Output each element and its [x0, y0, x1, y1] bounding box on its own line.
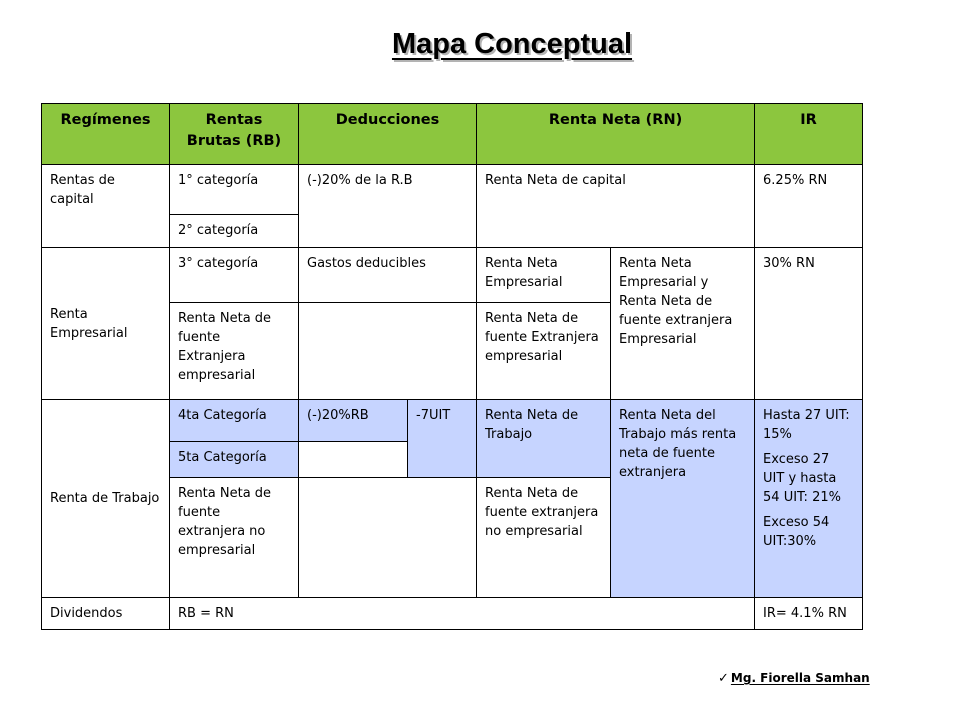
header-deducciones: Deducciones	[299, 104, 477, 165]
header-ir: IR	[755, 104, 863, 165]
author-credit	[718, 671, 870, 686]
table-row	[42, 400, 863, 442]
header-renta-neta: Renta Neta (RN)	[477, 104, 755, 165]
regime-empresarial: Renta Empresarial	[42, 248, 170, 400]
cell-empresarial-deduction: Gastos deducibles	[299, 248, 477, 303]
cell-empresarial-foreign-net: Renta Neta de fuente Extranjera empresarial	[477, 303, 611, 400]
cell-capital-deduction: (-)20% de la R.B	[299, 165, 477, 248]
cell-cat4: 4ta Categoría	[170, 400, 299, 442]
ir-bracket-3: Exceso 54 UIT:30%	[763, 515, 830, 549]
cell-empty	[299, 303, 477, 400]
ir-bracket-2: Exceso 27 UIT y hasta 54 UIT: 21%	[763, 452, 841, 505]
header-row	[42, 104, 863, 165]
table-row	[42, 248, 863, 303]
concept-map-table	[41, 103, 863, 630]
cell-cat3: 3° categoría	[170, 248, 299, 303]
cell-trabajo-deduction-uit: -7UIT	[408, 400, 477, 478]
cell-cat2: 2° categoría	[170, 215, 299, 248]
cell-cat1: 1° categoría	[170, 165, 299, 215]
cell-empresarial-combined: Renta Neta Empresarial y Renta Neta de fuente extranjera Empresarial	[611, 248, 755, 400]
cell-dividendos-formula: RB = RN	[170, 598, 755, 630]
cell-dividendos-ir: IR= 4.1% RN	[755, 598, 863, 630]
cell-capital-ir: 6.25% RN	[755, 165, 863, 248]
table-row	[42, 165, 863, 215]
ir-bracket-1: Hasta 27 UIT: 15%	[763, 408, 850, 442]
cell-trabajo-ir	[755, 400, 863, 598]
cell-capital-net: Renta Neta de capital	[477, 165, 755, 248]
cell-trabajo-combined: Renta Neta del Trabajo más renta neta de fuente extranjera	[611, 400, 755, 598]
regime-trabajo: Renta de Trabajo	[42, 400, 170, 598]
cell-empresarial-foreign-gross: Renta Neta de fuente Extranjera empresarial	[170, 303, 299, 400]
checkmark-icon: ✓	[718, 671, 729, 686]
cell-empty	[299, 442, 408, 478]
author-name: Mg. Fiorella Samhan	[730, 671, 870, 685]
cell-trabajo-foreign-net: Renta Neta de fuente extranjera no empresarial	[477, 478, 611, 598]
cell-empresarial-ir: 30% RN	[755, 248, 863, 400]
regime-dividendos: Dividendos	[42, 598, 170, 630]
header-rentas-brutas: Rentas Brutas (RB)	[170, 104, 299, 165]
table-row	[42, 598, 863, 630]
cell-trabajo-deduction-pct: (-)20%RB	[299, 400, 408, 442]
cell-empty	[299, 478, 477, 598]
cell-empresarial-net: Renta Neta Empresarial	[477, 248, 611, 303]
cell-trabajo-foreign-gross: Renta Neta de fuente extranjera no empresarial	[170, 478, 299, 598]
header-regimenes: Regímenes	[42, 104, 170, 165]
cell-trabajo-net: Renta Neta de Trabajo	[477, 400, 611, 478]
cell-cat5: 5ta Categoría	[170, 442, 299, 478]
page-title: Mapa Conceptual	[391, 28, 633, 60]
regime-capital: Rentas de capital	[42, 165, 170, 248]
